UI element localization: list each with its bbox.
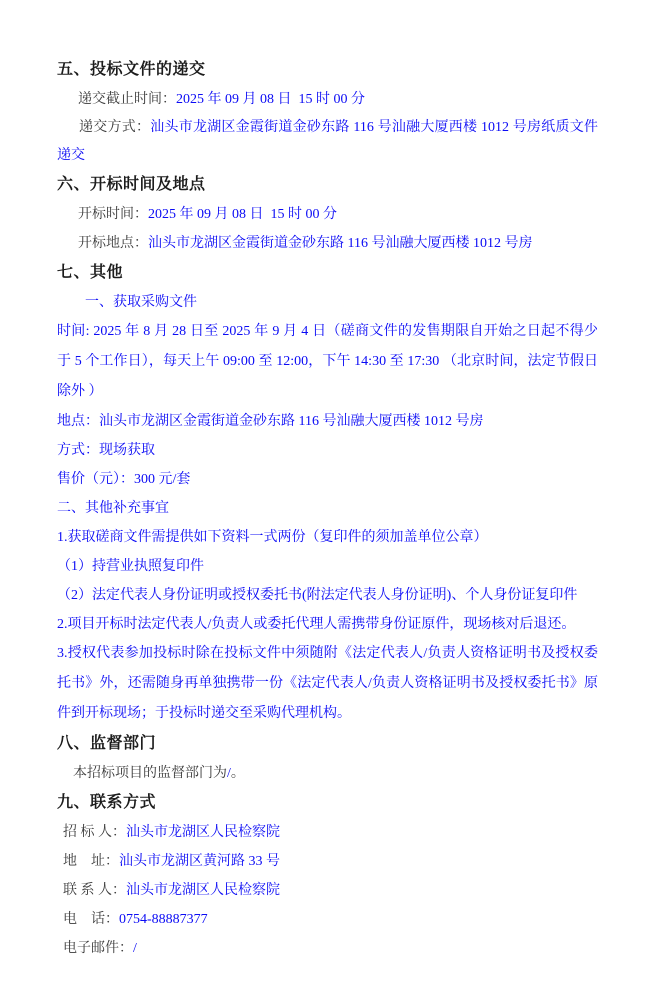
contact-tenderer-label: 招 标 人： [63, 825, 126, 840]
contact-address-label: 地 址： [63, 854, 119, 869]
note-2-line: 2.项目开标时法定代表人/负责人或委托代理人需携带身份证原件，现场核对后退还。 [57, 617, 576, 632]
contact-address-line [57, 847, 598, 876]
obtain-documents-subtitle: 一、获取采购文件 [85, 295, 197, 310]
note-1-1-line: （1）持营业执照复印件 [57, 559, 204, 574]
contact-address-value: 汕头市龙湖区黄河路 33 号 [119, 854, 280, 869]
bid-opening-place-label: 开标地点： [78, 236, 148, 251]
contact-tenderer-value: 汕头市龙湖区人民检察院 [126, 825, 280, 840]
note-1-2-line: （2）法定代表人身份证明或授权委托书(附法定代表人身份证明)、个人身份证复印件 [57, 588, 578, 603]
supervision-line [57, 759, 598, 788]
section-8-heading: 八、监督部门 [57, 735, 157, 752]
submission-method-value: 汕头市龙湖区金霞街道金砂东路 116 号汕融大厦西楼 1012 号房纸质文件递交 [57, 120, 598, 163]
section-9-heading: 九、联系方式 [57, 794, 157, 811]
contact-phone-value: 0754-88887377 [119, 912, 208, 927]
submission-deadline-label: 递交截止时间： [78, 92, 176, 107]
bid-opening-time-line [57, 200, 598, 229]
submission-deadline-line [57, 85, 598, 114]
bid-opening-time-label: 开标时间： [78, 207, 148, 222]
section-5-heading: 五、投标文件的递交 [57, 61, 206, 78]
contact-person-label: 联 系 人： [63, 883, 126, 898]
bid-opening-place-line [57, 229, 598, 258]
supervision-period: 。 [230, 766, 245, 781]
contact-email-value: / [133, 941, 137, 956]
contact-email-label: 电子邮件： [63, 941, 133, 956]
obtain-method-line: 方式：现场获取 [57, 443, 155, 458]
contact-phone-line [57, 905, 598, 934]
supplementary-subtitle: 二、其他补充事宜 [57, 501, 169, 516]
contact-tenderer-line [57, 818, 598, 847]
section-6-heading: 六、开标时间及地点 [57, 176, 206, 193]
bid-opening-place-value: 汕头市龙湖区金霞街道金砂东路 116 号汕融大厦西楼 1012 号房 [148, 236, 533, 251]
contact-person-line [57, 876, 598, 905]
supervision-text: 本招标项目的监督部门为 [73, 766, 227, 781]
contact-person-value: 汕头市龙湖区人民检察院 [126, 883, 280, 898]
note-1-line: 1.获取磋商文件需提供如下资料一式两份（复印件的须加盖单位公章） [57, 530, 488, 545]
supervision-value: / [227, 766, 231, 781]
contact-email-line [57, 934, 598, 963]
bid-opening-time-value: 2025 年 09 月 08 日 15 时 00 分 [148, 207, 337, 222]
submission-deadline-value: 2025 年 09 月 08 日 15 时 00 分 [176, 92, 365, 107]
contact-phone-label: 电 话： [63, 912, 119, 927]
note-3-paragraph: 3.授权代表参加投标时除在投标文件中须随附《法定代表人/负责人资格证明书及授权委托书》外，还需随身再单独携带一份《法定代表人/负责人资格证明书及授权委托书》原件到开标现场；于投标时递交至采购代理机构。 [57, 646, 598, 721]
submission-method-label: 递交方式： [79, 120, 151, 135]
section-7-heading: 七、其他 [57, 264, 124, 281]
submission-method-line [57, 114, 598, 170]
obtain-time-paragraph: 时间: 2025 年 8 月 28 日至 2025 年 9 月 4 日（磋商文件的发售期限自开始之日起不得少于 5 个工作日），每天上午 09:00 至 12:00，下午 14:30 至 17:30 （北京时间，法定节假日除外 ） [57, 324, 598, 399]
document-price-line: 售价（元）：300 元/套 [57, 472, 191, 487]
obtain-place-line: 地点：汕头市龙湖区金霞街道金砂东路 116 号汕融大厦西楼 1012 号房 [57, 414, 484, 429]
